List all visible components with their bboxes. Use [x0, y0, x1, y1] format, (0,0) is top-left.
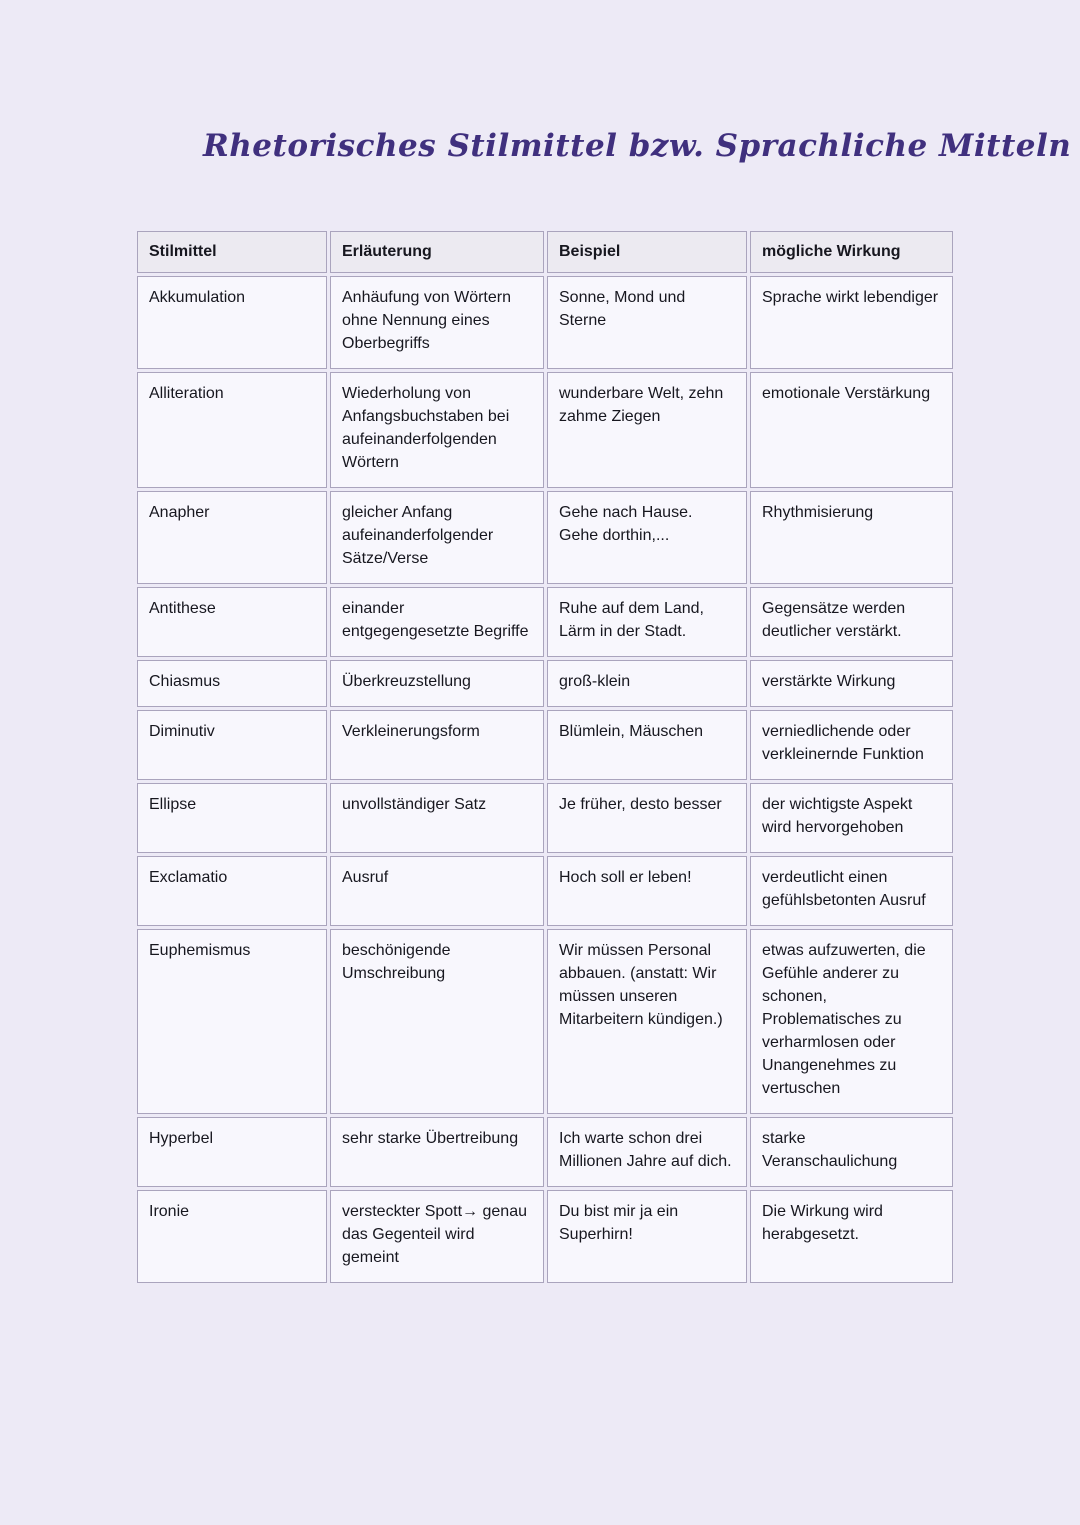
- table-row: [137, 1190, 953, 1283]
- cell-beispiel: groß-klein: [547, 660, 747, 707]
- column-header-erlaeuterung: Erläuterung: [330, 231, 544, 273]
- cell-erlaeuterung: Ausruf: [330, 856, 544, 926]
- table-row: [137, 1117, 953, 1187]
- cell-beispiel: Ich warte schon drei Millionen Jahre auf dich.: [547, 1117, 747, 1187]
- stilmittel-table: [134, 228, 956, 1286]
- table-row: [137, 856, 953, 926]
- cell-wirkung: Sprache wirkt lebendiger: [750, 276, 953, 369]
- cell-wirkung: emotionale Verstärkung: [750, 372, 953, 488]
- cell-beispiel: Sonne, Mond und Sterne: [547, 276, 747, 369]
- table-row: [137, 710, 953, 780]
- cell-erlaeuterung: sehr starke Übertreibung: [330, 1117, 544, 1187]
- cell-wirkung: etwas aufzuwerten, die Gefühle anderer zu schonen, Problematisches zu verharmlosen oder Unangenehmes zu vertuschen: [750, 929, 953, 1114]
- cell-erlaeuterung: einander entgegengesetzte Begriffe: [330, 587, 544, 657]
- cell-erlaeuterung: Wiederholung von Anfangsbuchstaben bei aufeinanderfolgenden Wörtern: [330, 372, 544, 488]
- cell-beispiel: wunderbare Welt, zehn zahme Ziegen: [547, 372, 747, 488]
- column-header-beispiel: Beispiel: [547, 231, 747, 273]
- cell-stilmittel: Antithese: [137, 587, 327, 657]
- table-row: [137, 783, 953, 853]
- cell-wirkung: verniedlichende oder verkleinernde Funktion: [750, 710, 953, 780]
- table-row: [137, 372, 953, 488]
- table-body: [137, 276, 953, 1283]
- cell-wirkung: Die Wirkung wird herabgesetzt.: [750, 1190, 953, 1283]
- cell-erlaeuterung: gleicher Anfang aufeinanderfolgender Sätze/Verse: [330, 491, 544, 584]
- cell-stilmittel: Diminutiv: [137, 710, 327, 780]
- cell-erlaeuterung: Überkreuzstellung: [330, 660, 544, 707]
- cell-wirkung: der wichtigste Aspekt wird hervorgehoben: [750, 783, 953, 853]
- cell-stilmittel: Anapher: [137, 491, 327, 584]
- table-row: [137, 491, 953, 584]
- cell-wirkung: Gegensätze werden deutlicher verstärkt.: [750, 587, 953, 657]
- cell-stilmittel: Ironie: [137, 1190, 327, 1283]
- column-header-moegliche-wirkung: mögliche Wirkung: [750, 231, 953, 273]
- cell-beispiel: Wir müssen Personal abbauen. (anstatt: Wir müssen unseren Mitarbeitern kündigen.): [547, 929, 747, 1114]
- cell-wirkung: Rhythmisierung: [750, 491, 953, 584]
- cell-wirkung: verstärkte Wirkung: [750, 660, 953, 707]
- cell-beispiel: Gehe nach Hause. Gehe dorthin,...: [547, 491, 747, 584]
- cell-erlaeuterung: versteckter Spott→ genau das Gegenteil wird gemeint: [330, 1190, 544, 1283]
- page-title: Rhetorisches Stilmittel bzw. Sprachliche Mitteln: [203, 128, 1072, 164]
- cell-beispiel: Ruhe auf dem Land, Lärm in der Stadt.: [547, 587, 747, 657]
- cell-stilmittel: Exclamatio: [137, 856, 327, 926]
- cell-erlaeuterung: Anhäufung von Wörtern ohne Nennung eines Oberbegriffs: [330, 276, 544, 369]
- column-header-stilmittel: Stilmittel: [137, 231, 327, 273]
- cell-beispiel: Je früher, desto besser: [547, 783, 747, 853]
- table-header-row: [137, 231, 953, 273]
- table-row: [137, 276, 953, 369]
- cell-erlaeuterung: beschönigende Umschreibung: [330, 929, 544, 1114]
- cell-stilmittel: Euphemismus: [137, 929, 327, 1114]
- cell-stilmittel: Chiasmus: [137, 660, 327, 707]
- cell-wirkung: verdeutlicht einen gefühlsbetonten Ausruf: [750, 856, 953, 926]
- cell-stilmittel: Akkumulation: [137, 276, 327, 369]
- cell-erlaeuterung: Verkleinerungsform: [330, 710, 544, 780]
- cell-wirkung: starke Veranschaulichung: [750, 1117, 953, 1187]
- cell-beispiel: Blümlein, Mäuschen: [547, 710, 747, 780]
- table-row: [137, 929, 953, 1114]
- cell-erlaeuterung: unvollständiger Satz: [330, 783, 544, 853]
- table-row: [137, 587, 953, 657]
- cell-stilmittel: Hyperbel: [137, 1117, 327, 1187]
- cell-stilmittel: Alliteration: [137, 372, 327, 488]
- cell-stilmittel: Ellipse: [137, 783, 327, 853]
- table-row: [137, 660, 953, 707]
- cell-beispiel: Hoch soll er leben!: [547, 856, 747, 926]
- cell-beispiel: Du bist mir ja ein Superhirn!: [547, 1190, 747, 1283]
